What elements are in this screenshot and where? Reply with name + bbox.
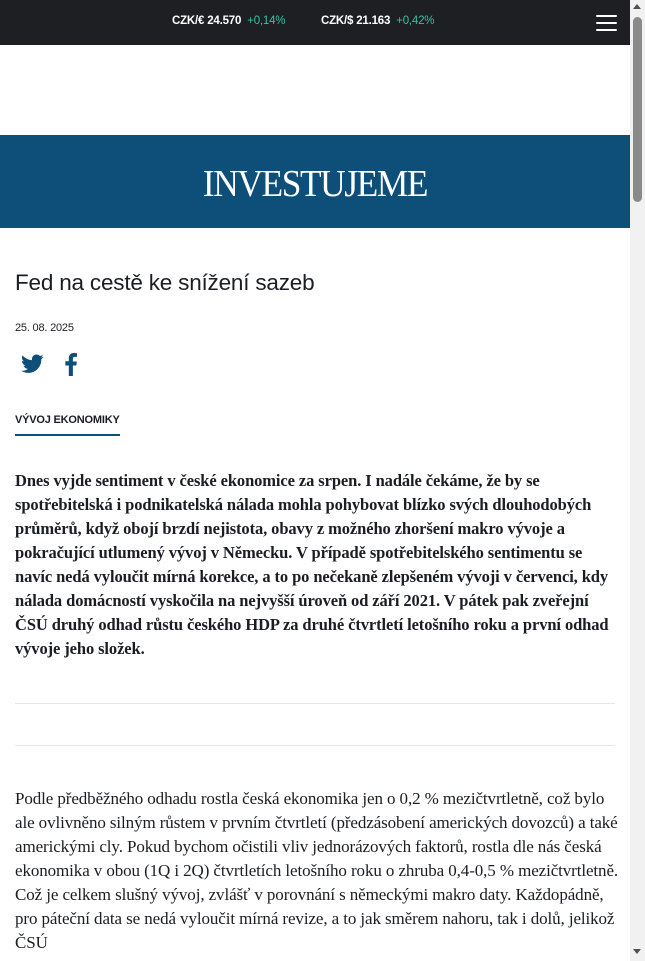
- category-tag[interactable]: VÝVOJ EKONOMIKY: [15, 414, 120, 436]
- facebook-icon[interactable]: [64, 353, 78, 376]
- hamburger-menu-icon[interactable]: [596, 14, 617, 31]
- ticker-eur: [172, 15, 285, 27]
- ticker-usd: [321, 15, 434, 27]
- menu-line: [596, 29, 617, 31]
- menu-line: [596, 15, 617, 17]
- ticker-usd-rate: CZK/$ 21.163: [321, 15, 391, 27]
- site-logo[interactable]: INVESTUJEME: [202, 163, 428, 205]
- ticker-eur-rate: CZK/€ 24.570: [172, 15, 242, 27]
- scroll-down-arrow-icon[interactable]: [633, 949, 641, 954]
- brand-banner: [0, 135, 630, 228]
- twitter-icon[interactable]: [21, 353, 44, 375]
- scroll-up-arrow-icon[interactable]: [633, 4, 641, 9]
- currency-ticker-bar: [0, 0, 630, 45]
- divider: [15, 745, 615, 746]
- divider: [15, 703, 615, 704]
- ticker-usd-change: +0,42%: [396, 15, 435, 27]
- ticker-eur-change: +0,14%: [247, 15, 286, 27]
- menu-line: [596, 22, 617, 24]
- article-perex: Dnes vyjde sentiment v české ekonomice za srpen. I nadále čekáme, že by se spotřebitelská i podnikatelská nálada mohla pohybovat blízko svých dlouhodobých průměrů, když obojí brzdí nejistota, obavy z možného zhoršení makro vývoje a pokračující utlumený vývoj v Německu. V případě spotřebitelského sentimentu se navíc nedá vyloučit mírná korekce, a to po nečekaně zlepšeném vývoji v červenci, kdy nálada domácností vyskočila na nejvyšší úroveň od září 2021. V pátek pak zveřejní ČSÚ druhý odhad růstu českého HDP za druhé čtvrtletí letošního roku a první odhad vývoje jeho složek.: [15, 471, 609, 658]
- article-title: Fed na cestě ke snížení sazeb: [15, 270, 315, 295]
- vertical-scrollbar[interactable]: [630, 0, 645, 961]
- article-body: Podle předběžného odhadu rostla česká ekonomika jen o 0,2 % mezičtvrtletně, což bylo ale ovlivněno silným růstem v prvním čtvrtletí (předzásobení amerických dovozců) a také americkými cly. Pokud bychom očistili vliv jednorázových faktorů, rostla dle nás česká ekonomika v obou (1Q i 2Q) čtvrtletích letošního roku o zhruba 0,4-0,5 % mezičtvrtletně. Což je celkem slušný vývoj, zvlášť v porovnání s německými makro daty. Každopádně, pro páteční data se nedá vyloučit mírná revize, a to jak směrem nahoru, tak i dolů, jelikož ČSÚ: [15, 789, 619, 952]
- scrollbar-thumb[interactable]: [633, 17, 642, 202]
- ad-placeholder: [0, 45, 630, 135]
- article-date: 25. 08. 2025: [15, 322, 74, 334]
